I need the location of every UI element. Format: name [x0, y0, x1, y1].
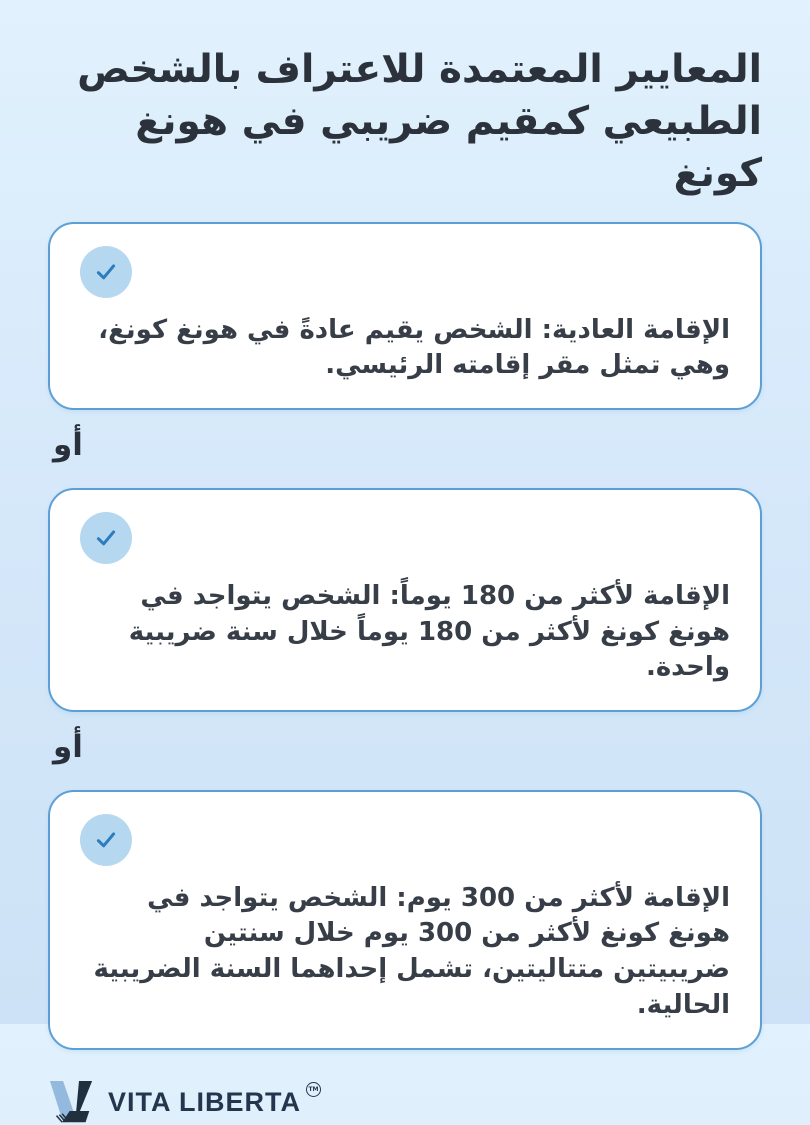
criterion-card-300-days: [48, 790, 762, 1051]
criterion-text: الإقامة لأكثر من 180 يوماً: الشخص يتواجد في هونغ كونغ لأكثر من 180 يوماً خلال سنة ضريبية واحدة.: [128, 580, 730, 683]
check-icon: [80, 246, 132, 298]
or-divider: أو: [53, 729, 83, 766]
check-icon: [80, 512, 132, 564]
criterion-card-ordinary-residence: [48, 222, 762, 411]
criterion-card-180-days: [48, 488, 762, 713]
brand-name: VITA LIBERTA: [108, 1087, 301, 1118]
trademark-symbol: TM: [306, 1082, 321, 1097]
or-divider: أو: [53, 427, 83, 464]
vita-liberta-logo-icon: [48, 1080, 95, 1125]
footer: [48, 1080, 762, 1125]
criterion-text: الإقامة لأكثر من 300 يوم: الشخص يتواجد في هونغ كونغ لأكثر من 300 يوم خلال سنتين ضريبيتين متتاليتين، تشمل إحداهما السنة الضريبية الحالية.: [93, 882, 730, 1021]
page-title: المعايير المعتمدة للاعتراف بالشخص الطبيعي كمقيم ضريبي في هونغ كونغ: [77, 47, 762, 196]
check-icon: [80, 814, 132, 866]
criterion-text: الإقامة العادية: الشخص يقيم عادةً في هونغ كونغ، وهي تمثل مقر إقامته الرئيسي.: [98, 314, 730, 381]
